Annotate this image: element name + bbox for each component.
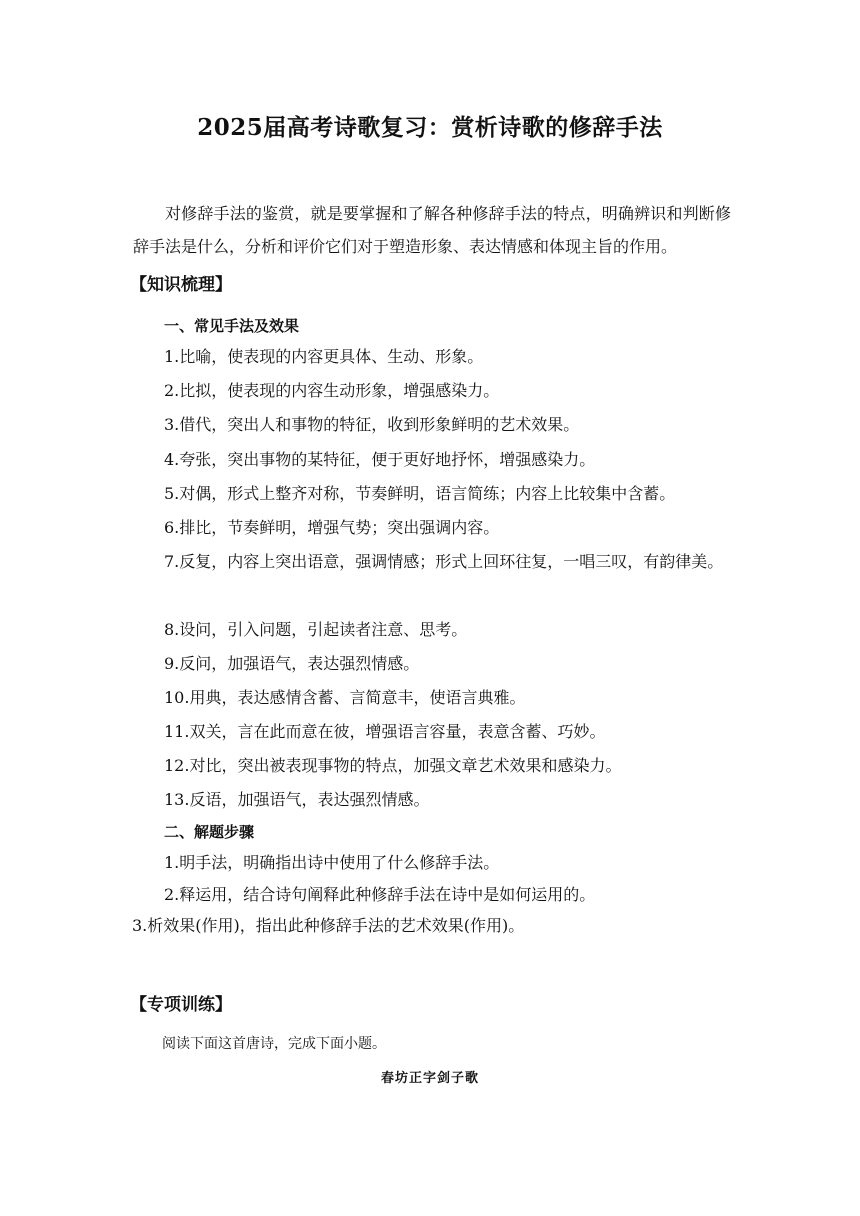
list-item: 9.反问，加强语气，表达强烈情感。 — [164, 654, 420, 673]
step-item: 2.释运用，结合诗句阐释此种修辞手法在诗中是如何运用的。 — [164, 885, 596, 904]
document-title: 2025届高考诗歌复习：赏析诗歌的修辞手法 — [197, 114, 663, 141]
list-item: 7.反复，内容上突出语意，强调情感；形式上回环往复，一唱三叹，有韵律美。 — [164, 552, 724, 571]
common-techniques-heading: 一、常见手法及效果 — [164, 317, 300, 335]
list-item: 4.夸张，突出事物的某特征，便于更好地抒怀，增强感染力。 — [164, 450, 596, 469]
list-item: 10.用典，表达感情含蓄、言简意丰，使语言典雅。 — [164, 688, 526, 707]
step-item: 1.明手法，明确指出诗中使用了什么修辞手法。 — [164, 853, 500, 872]
step-item-last: 3.析效果(作用)，指出此种修辞手法的艺术效果(作用)。 — [132, 916, 525, 935]
list-item: 6.排比，节奏鲜明，增强气势；突出强调内容。 — [164, 518, 500, 537]
list-item: 12.对比，突出被表现事物的特点，加强文章艺术效果和感染力。 — [164, 756, 622, 775]
poem-title: 春坊正字剑子歌 — [380, 1071, 479, 1086]
list-item: 5.对偶，形式上整齐对称，节奏鲜明，语言简练；内容上比较集中含蓄。 — [164, 484, 676, 503]
solution-steps-heading: 二、解题步骤 — [164, 823, 255, 841]
intro-paragraph: 对修辞手法的鉴赏，就是要掌握和了解各种修辞手法的特点，明确辨识和判断修辞手法是什么，分析和评价它们对于塑造形象、表达情感和体现主旨的作用。 — [133, 204, 731, 256]
list-item: 11.双关，言在此而意在彼，增强语言容量，表意含蓄、巧妙。 — [164, 722, 606, 741]
list-item: 8.设问，引入问题，引起读者注意、思考。 — [164, 620, 468, 639]
list-item: 1.比喻，使表现的内容更具体、生动、形象。 — [164, 347, 484, 366]
list-item: 2.比拟，使表现的内容生动形象，增强感染力。 — [164, 381, 500, 400]
training-instruction: 阅读下面这首唐诗，完成下面小题。 — [162, 1036, 386, 1052]
solution-steps — [132, 847, 732, 911]
knowledge-heading: 【知识梳理】 — [130, 275, 232, 295]
list-item: 13.反语，加强语气，表达强烈情感。 — [164, 790, 430, 809]
list-item: 3.借代，突出人和事物的特征，收到形象鲜明的艺术效果。 — [164, 415, 580, 434]
training-heading: 【专项训练】 — [130, 995, 232, 1015]
